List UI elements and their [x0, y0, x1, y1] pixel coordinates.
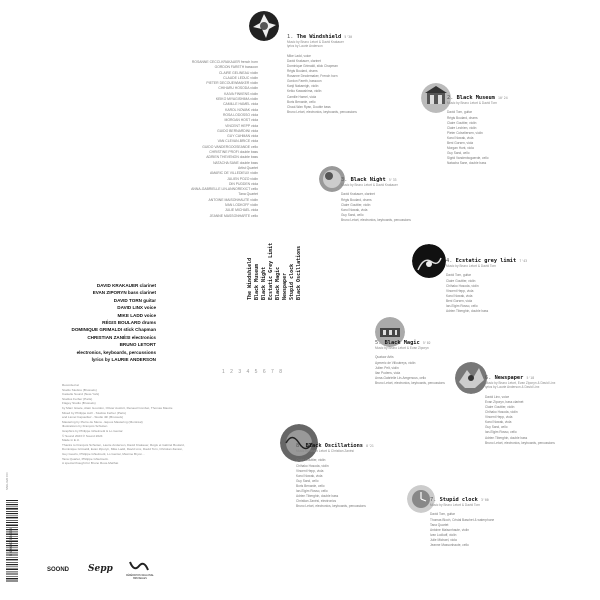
- recording-note-line: Dominique Grimaldi, Evan Ziporyn, Mike Ladd, David Linx, David Torn, Christian Zanési,: [62, 447, 183, 452]
- track-composer-credit: Music by Bruno Letort & Evan Ziporyn: [375, 346, 429, 350]
- recording-notes: [62, 383, 232, 466]
- recording-note-line: by Marc Gisele, Alain Gourdon, Olivier Ausfort, Renaud Combet, Thomas Mautre: [62, 405, 173, 410]
- tracklist-item: Newspaper: [282, 272, 288, 300]
- credit-line: GUIDO VANDERGOOSEANDE cello: [202, 144, 258, 149]
- track-number: 8.: [296, 443, 306, 449]
- personnel-line: Karol Nowak, viola: [296, 473, 323, 478]
- personnel-line: Bruno Letort, electronics, keyboards, percussions: [287, 109, 357, 114]
- personnel-line: Bruno Letort, electronics, keyboards, percussions: [375, 380, 445, 385]
- main-credit-line: DAVID TORN guitar: [113, 297, 156, 303]
- recording-note-line: Thanks to François Schuiten, Laurie Anderson, David Krakauer, Régis et Gabriel Boulard,: [62, 442, 185, 447]
- track-5: [375, 340, 445, 386]
- session-credits-list: [128, 60, 258, 219]
- credit-line: CLAIRE GELINEAU violin: [218, 70, 258, 75]
- credit-line: CHIHARU HOSODA violin: [218, 86, 258, 91]
- track-composer-credit: lyrics by Laurie Anderson: [287, 44, 323, 49]
- barcode: [4, 500, 22, 582]
- personnel-line: Guy Sand, cello: [485, 425, 508, 430]
- track-duration: 5'18: [526, 376, 535, 380]
- personnel-line: Jeanne Massonhaute, cello: [430, 542, 469, 547]
- track-duration: 3'00: [481, 498, 489, 502]
- personnel-line: Adrien Tiberghin, double bass: [485, 435, 528, 440]
- main-credit-line: DOMINIQUE GRIMALDI stick Chapman: [71, 327, 156, 333]
- main-credit-line: lyrics by LAURIE ANDERSON: [91, 357, 156, 363]
- catalog-number: SNG 020 CD: [5, 472, 9, 490]
- recording-note-line: Mixed by Philippe Avril - Studios Ferber (Paris): [62, 410, 126, 415]
- main-credit-line: RÉGIS BOULARD drums: [102, 320, 156, 326]
- personnel-line: Régis Boulard, drums: [287, 69, 318, 74]
- personnel-line: Chihako Hosoda, violin: [446, 283, 479, 288]
- track-title: Black Oscillations: [305, 443, 367, 449]
- personnel-line: David Torn, guitar: [430, 512, 455, 517]
- personnel-line: Régis Boulard, drums: [341, 197, 372, 202]
- personnel-line: Ilan Pudens, viola: [375, 370, 401, 375]
- tracklist: [247, 243, 303, 300]
- personnel-line: Beni Gorsen, viola: [447, 140, 474, 145]
- credit-line: KAIVA FINKENS violin: [224, 91, 258, 96]
- track-composer-credit: lyrics by Laurie Anderson & David Linx: [485, 385, 540, 390]
- recording-note-line: © Sound 2023 ℗ Sound 2024: [62, 433, 103, 438]
- track-duration: 5'02: [422, 341, 431, 345]
- credit-line: AMARIC DE VILLEDIEUX violin: [209, 171, 258, 176]
- credit-line: ADRIEN THEVENON double bass: [206, 155, 258, 160]
- track-personnel: [296, 458, 374, 509]
- credit-line: JULIE MICHAEL viola: [224, 208, 258, 213]
- recording-note-line: Flagey Studio (Brussels): [62, 401, 96, 406]
- personnel-line: Bruno Letort, electronics, keyboards, percussions: [485, 440, 555, 445]
- tracklist-item: The Windshield: [247, 257, 253, 300]
- credit-line: DIN PUDDEN viola: [228, 181, 258, 186]
- personnel-line: Ian-Elgim Rosso, cello: [296, 488, 328, 493]
- track-duration: 5'33: [388, 178, 397, 182]
- personnel-line: Boris Benarde, cello: [296, 483, 325, 488]
- personnel-line: Adrien Tiberghin, double bass: [446, 309, 489, 314]
- main-credit-line: DAVID LINX voice: [117, 305, 156, 311]
- personnel-line: Morgan Hunt, viola: [447, 146, 474, 151]
- credit-line: KAROL NOWAK viola: [225, 107, 258, 112]
- personnel-line: Dominique Grimaldi, stick Chapman: [287, 64, 338, 68]
- track-composer-credit: Music by Bruno Letort & David Krakauer: [287, 40, 344, 44]
- credit-line: PIETER DECOUEWMAKER violin: [206, 81, 258, 86]
- track-composer-credit: Music by Bruno Letort & David Torn: [430, 503, 481, 507]
- track-composer-credit: Music by Bruno Letort, Evan Ziporyn & David Linx: [485, 381, 556, 385]
- federation-wallonie-bruxelles-logo: [128, 560, 150, 574]
- recording-note-line: and Lionel Capouillez - Studio 4th (Brussels): [62, 415, 124, 420]
- personnel-line: Claire Gouttier, violin: [447, 120, 477, 125]
- track-composer-credit: Music by Bruno Letort & David Krakauer: [341, 183, 398, 187]
- personnel-line: Karol Nowak, viola: [446, 293, 473, 298]
- personnel-line: Régis Boulard, drums: [447, 115, 478, 120]
- track-4: [446, 258, 527, 314]
- track-3: [341, 177, 411, 223]
- track-2: [447, 95, 508, 166]
- personnel-line: Claire Lechien, violin: [447, 125, 477, 130]
- track-personnel: [341, 192, 411, 223]
- personnel-line: David Torn, guitar: [446, 273, 471, 278]
- credit-line: GUIDO BERNARDINI viola: [217, 128, 258, 133]
- recording-note-line: Castelle Sound (New-York): [62, 392, 100, 397]
- track-personnel: [430, 512, 494, 548]
- track-composer-credit: Music by Bruno Letort & David Torn: [447, 101, 498, 105]
- personnel-line: Chihako Hosoda, violin: [485, 410, 518, 415]
- personnel-line: Claire Gouttier, violin: [485, 405, 515, 409]
- personnel-line: Boris Benarde, cello: [287, 99, 316, 104]
- track-composer-credit: Music by Bruno Letort & Christian Zanési: [296, 449, 354, 453]
- credit-line: MORGAN HOST viola: [224, 118, 258, 123]
- barcode-digits: 5 400863 084660: [9, 528, 13, 556]
- tracklist-item: Black Oscillations: [296, 245, 302, 300]
- track-title: The Windshield: [296, 34, 345, 40]
- recording-note-line: Illustrations by François Schuiten: [62, 424, 108, 429]
- recording-note-line: Guy Geurts, Philippe Ghielmetti, Lo Gentar, Maxime Bryon...: [62, 451, 145, 456]
- recording-note-line: Graphics by Philippe Ghielmetti & Lo Gentar: [62, 428, 123, 433]
- personnel-line: Chaul-Wan Ryan, Double bass: [287, 104, 331, 109]
- personnel-line: Sigrid Vandenbogaerde, cello: [447, 156, 489, 161]
- track-duration: 7'43: [519, 259, 528, 263]
- personnel-line: Julien Pelt, violin: [375, 365, 399, 370]
- track-composer-credit: Music by Bruno Letort & David Torn: [446, 264, 497, 268]
- track-8: [296, 443, 374, 509]
- track-personnel: [287, 54, 357, 115]
- recording-note-line: Made in E.U.: [62, 438, 80, 443]
- credit-line: Artist Quartet: [238, 165, 258, 170]
- main-credit-line: electronics, keyboards, percussions: [76, 349, 156, 355]
- personnel-line: Guy Sand, cello: [447, 151, 470, 156]
- personnel-line: Vincent Hepp, viola: [446, 288, 474, 293]
- personnel-line: Mike Ladd, voice: [287, 53, 311, 58]
- track-7: [430, 497, 494, 548]
- track-duration: 8'21: [366, 444, 374, 448]
- personnel-line: Claire Gouttier, violin: [446, 278, 476, 283]
- credit-line: JULIEN POZO violin: [227, 176, 258, 181]
- track-number: 3.: [341, 177, 351, 183]
- credit-line: ROSA LODOSSO viola: [222, 112, 258, 117]
- track-title: Stupid clock: [439, 497, 482, 503]
- personnel-line: Karol Nowak, viola: [485, 420, 512, 425]
- personnel-line: Claire Gouttier, violin: [296, 458, 326, 463]
- credit-line: CHRISTINE PROFI double bass: [209, 150, 258, 155]
- track-number: 1.: [287, 34, 297, 40]
- track-personnel: [485, 395, 555, 446]
- track-number: 5.: [375, 340, 385, 346]
- personnel-line: Christian Zanési, electronics: [296, 499, 337, 504]
- credit-line: ANNA-GABRIELLE LIN-ANNOREXICT cello: [191, 187, 258, 192]
- credit-line: CLAUDE LEDUC violin: [223, 75, 258, 80]
- tracklist-item: Black Museum: [254, 263, 260, 300]
- personnel-line: Gordon Fareth, bassoon: [287, 79, 322, 84]
- personnel-line: Chihako Hosoda, violin: [296, 463, 329, 468]
- personnel-line: Pieter Colseliersen, violin: [447, 130, 483, 135]
- personnel-line: David Krakauer, clarinet: [341, 192, 375, 197]
- credit-line: ANTOINE MAISONHAUTE violin: [208, 197, 258, 202]
- personnel-line: Aymeric de Villoutreys, violin: [375, 360, 416, 365]
- track-4-illustration: [412, 244, 446, 278]
- personnel-line: Natacha Sane, double bass: [447, 161, 487, 166]
- tracklist-item: Black Magic: [275, 266, 281, 300]
- credit-line: VAN CLEVAN-BRICE viola: [217, 139, 258, 144]
- personnel-line: David Linx, voice: [485, 394, 510, 399]
- track-6: [485, 375, 555, 446]
- main-credit-line: BRUNO LETORT: [119, 342, 156, 348]
- personnel-line: Camille Hamel, viola: [287, 94, 317, 99]
- credit-line: VINCENT HEPP viola: [225, 123, 258, 128]
- recording-note-line: Studio Studios (Brussels): [62, 387, 97, 392]
- track-6-illustration: [455, 362, 487, 394]
- personnel-line: Beni Gorsen, viola: [446, 298, 473, 303]
- personnel-line: David Krakauer, clarinet: [287, 58, 321, 63]
- personnel-line: Anna-Gabrielle Lin-Amgenous, cello: [375, 375, 427, 380]
- personnel-line: Bruno Letort, electronics, keyboards, percussions: [296, 504, 366, 509]
- recording-note-line: Tana Quartet, Philippe Ghielmetti..: [62, 456, 110, 461]
- personnel-line: Guy Sand, cello: [341, 212, 364, 217]
- track-title: Black Magic: [384, 340, 423, 346]
- sound-logo: SOOND: [47, 567, 70, 573]
- credit-line: Tana Quartet: [238, 192, 258, 197]
- track-duration: 5'30: [344, 35, 353, 39]
- personnel-line: Ivan Lodkoff, violin: [430, 532, 457, 537]
- track-duration: 10'24: [498, 96, 508, 100]
- credit-line: GUY CAHMAN viola: [227, 134, 258, 139]
- personnel-line: Rosanne Decdemaker, French horn: [287, 74, 338, 79]
- personnel-line: Ian-Elgim Rosso, cello: [485, 430, 517, 435]
- track-personnel: [446, 273, 527, 314]
- track-title: Black Night: [350, 177, 389, 183]
- personnel-line: Tana Quartet: [430, 522, 449, 527]
- main-credit-line: CHRISTIAN ZANÉSI electronics: [87, 334, 156, 340]
- track-number-marks: 1 2 3 4 5 6 7 8: [222, 369, 284, 375]
- tracklist-item: Stupid clock: [289, 263, 295, 300]
- personnel-line: Bruno Letort, electronics, keyboards, percussions: [341, 217, 411, 222]
- federation-label: FÉDÉRATION WALLONIE-BRUXELLES: [126, 575, 154, 580]
- personnel-line: Claire Gouttier, violin: [341, 202, 371, 207]
- track-title: Black Museum: [456, 95, 499, 101]
- personnel-line: Vincent Hepp, viola: [485, 415, 513, 420]
- main-credits: [36, 282, 156, 363]
- sepp-logo: Sepp: [88, 564, 113, 574]
- credit-line: GORDON FARETH bassoon: [214, 65, 258, 70]
- tracklist-item: Ecstatic Grey Limit: [268, 242, 274, 300]
- main-credit-line: DAVID KRAKAUER clarinet: [96, 283, 156, 288]
- track-number: 4.: [446, 258, 456, 264]
- personnel-line: Evan Ziporyn, bass clarinet: [485, 399, 524, 404]
- recording-note-line: Mastering by Pierre de Mena - Equus Mastering (Montréal): [62, 419, 143, 424]
- track-number: 2.: [447, 95, 457, 101]
- credit-line: IVAN LODKOFF violin: [224, 203, 258, 208]
- personnel-line: Ian-Elgim Rosso, cello: [446, 303, 478, 308]
- track-personnel: [447, 110, 508, 166]
- track-1: [287, 34, 357, 115]
- personnel-line: Keiko Kawashima, violin: [287, 89, 322, 94]
- personnel-line: Thomas Bloch, Cristal Baschet & waterphone: [430, 517, 495, 522]
- track-title: Newspaper: [494, 375, 527, 381]
- personnel-line: Julie Michael, viola: [430, 537, 457, 542]
- track-title: Ecstatic grey limit: [455, 258, 520, 264]
- personnel-line: Quatuor Artis: [375, 355, 394, 360]
- track-1-illustration: [249, 11, 279, 41]
- personnel-line: Karol Nowak, viola: [341, 207, 368, 212]
- personnel-line: Antoine Maisonhaute, violin: [430, 527, 469, 532]
- track-number: 7.: [430, 497, 440, 503]
- credit-line: JEANNE MASSONHARTE cello: [209, 213, 258, 218]
- personnel-line: Guy Sand, cello: [296, 478, 319, 483]
- main-credit-line: EVAN ZIPORYN bass clarinet: [92, 290, 156, 296]
- personnel-line: Vincent Hepp, viola: [296, 468, 324, 473]
- track-number: 6.: [485, 375, 495, 381]
- tracklist-item: Black Night: [261, 266, 267, 300]
- credit-line: NATACHA SANE double bass: [213, 160, 258, 165]
- recording-note-line: A special thought for Bruno Roos-Meilhat: [62, 461, 119, 466]
- personnel-line: Karol Nowak, viola: [447, 135, 474, 140]
- track-personnel: [375, 355, 445, 386]
- credit-line: KEIKO MIYAGISHIMA violin: [215, 97, 258, 102]
- recording-note-line: Studios Ferber (Paris): [62, 396, 93, 401]
- recording-note-line: Recorded at: [62, 383, 79, 387]
- personnel-line: Adrien Tiberghin, double bass: [296, 494, 339, 499]
- credit-line: CAMILLE HAMEL viola: [223, 102, 258, 107]
- credit-line: ROSANNE CECCI-KRAKAUER french horn: [191, 60, 258, 64]
- personnel-line: Kanji Nakamigh, violin: [287, 84, 319, 89]
- main-credit-line: MIKE LADD voice: [117, 312, 156, 318]
- personnel-line: David Torn, guitar: [447, 110, 472, 115]
